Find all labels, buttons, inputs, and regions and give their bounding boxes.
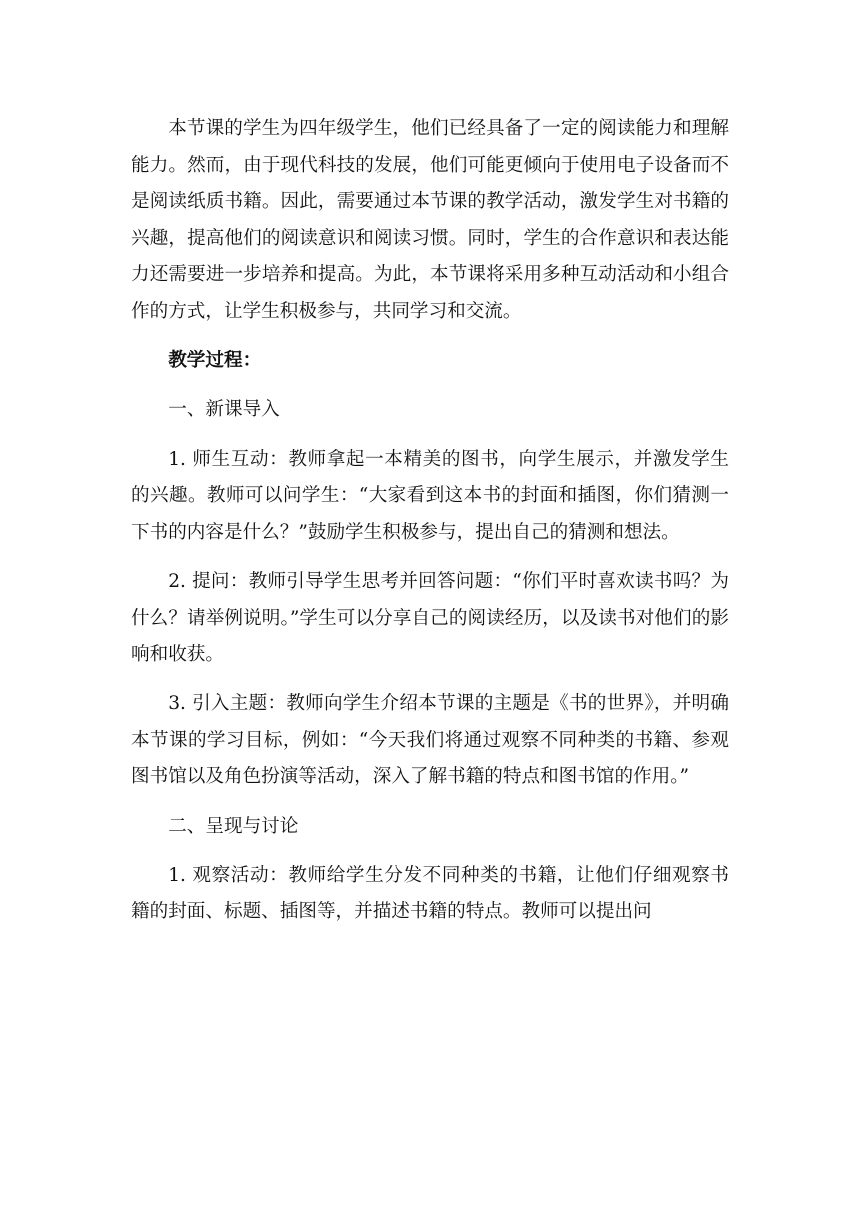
paragraph-student-analysis: 本节课的学生为四年级学生，他们已经具备了一定的阅读能力和理解能力。然而，由于现代科技的发展，他们可能更倾向于使用电子设备而不是阅读纸质书籍。因此，需要通过本节课的教学活动，激发学生对书籍的兴趣，提高他们的阅读意识和阅读习惯。同时，学生的合作意识和表达能力还需要进一步培养和提高。为此，本节课将采用多种互动活动和小组合作的方式，让学生积极参与，共同学习和交流。 [131, 118, 729, 322]
paragraph-introduce-topic: 3. 引入主题：教师向学生介绍本节课的主题是《书的世界》，并明确本节课的学习目标，例如：“今天我们将通过观察不同种类的书籍、参观图书馆以及角色扮演等活动，深入了解书籍的特点和图书馆的作用。” [131, 693, 729, 788]
paragraph-teacher-student-interaction: 1. 师生互动：教师拿起一本精美的图书，向学生展示，并激发学生的兴趣。教师可以问学生：“大家看到这本书的封面和插图，你们猜测一下书的内容是什么？”鼓励学生积极参与，提出自己的猜测和想法。 [131, 448, 729, 543]
heading-teaching-process: 教学过程： [168, 350, 262, 372]
paragraph-questioning: 2. 提问：教师引导学生思考并回答问题：“你们平时喜欢读书吗？为什么？请举例说明。”学生可以分享自己的阅读经历，以及读书对他们的影响和收获。 [131, 570, 729, 666]
paragraph-observation-activity: 1. 观察活动：教师给学生分发不同种类的书籍，让他们仔细观察书籍的封面、标题、插图等，并描述书籍的特点。教师可以提出问 [131, 864, 729, 923]
document-body [131, 111, 729, 944]
section-title-presentation-discussion: 二、呈现与讨论 [168, 815, 299, 837]
section-title-new-lesson-intro: 一、新课导入 [168, 399, 280, 421]
